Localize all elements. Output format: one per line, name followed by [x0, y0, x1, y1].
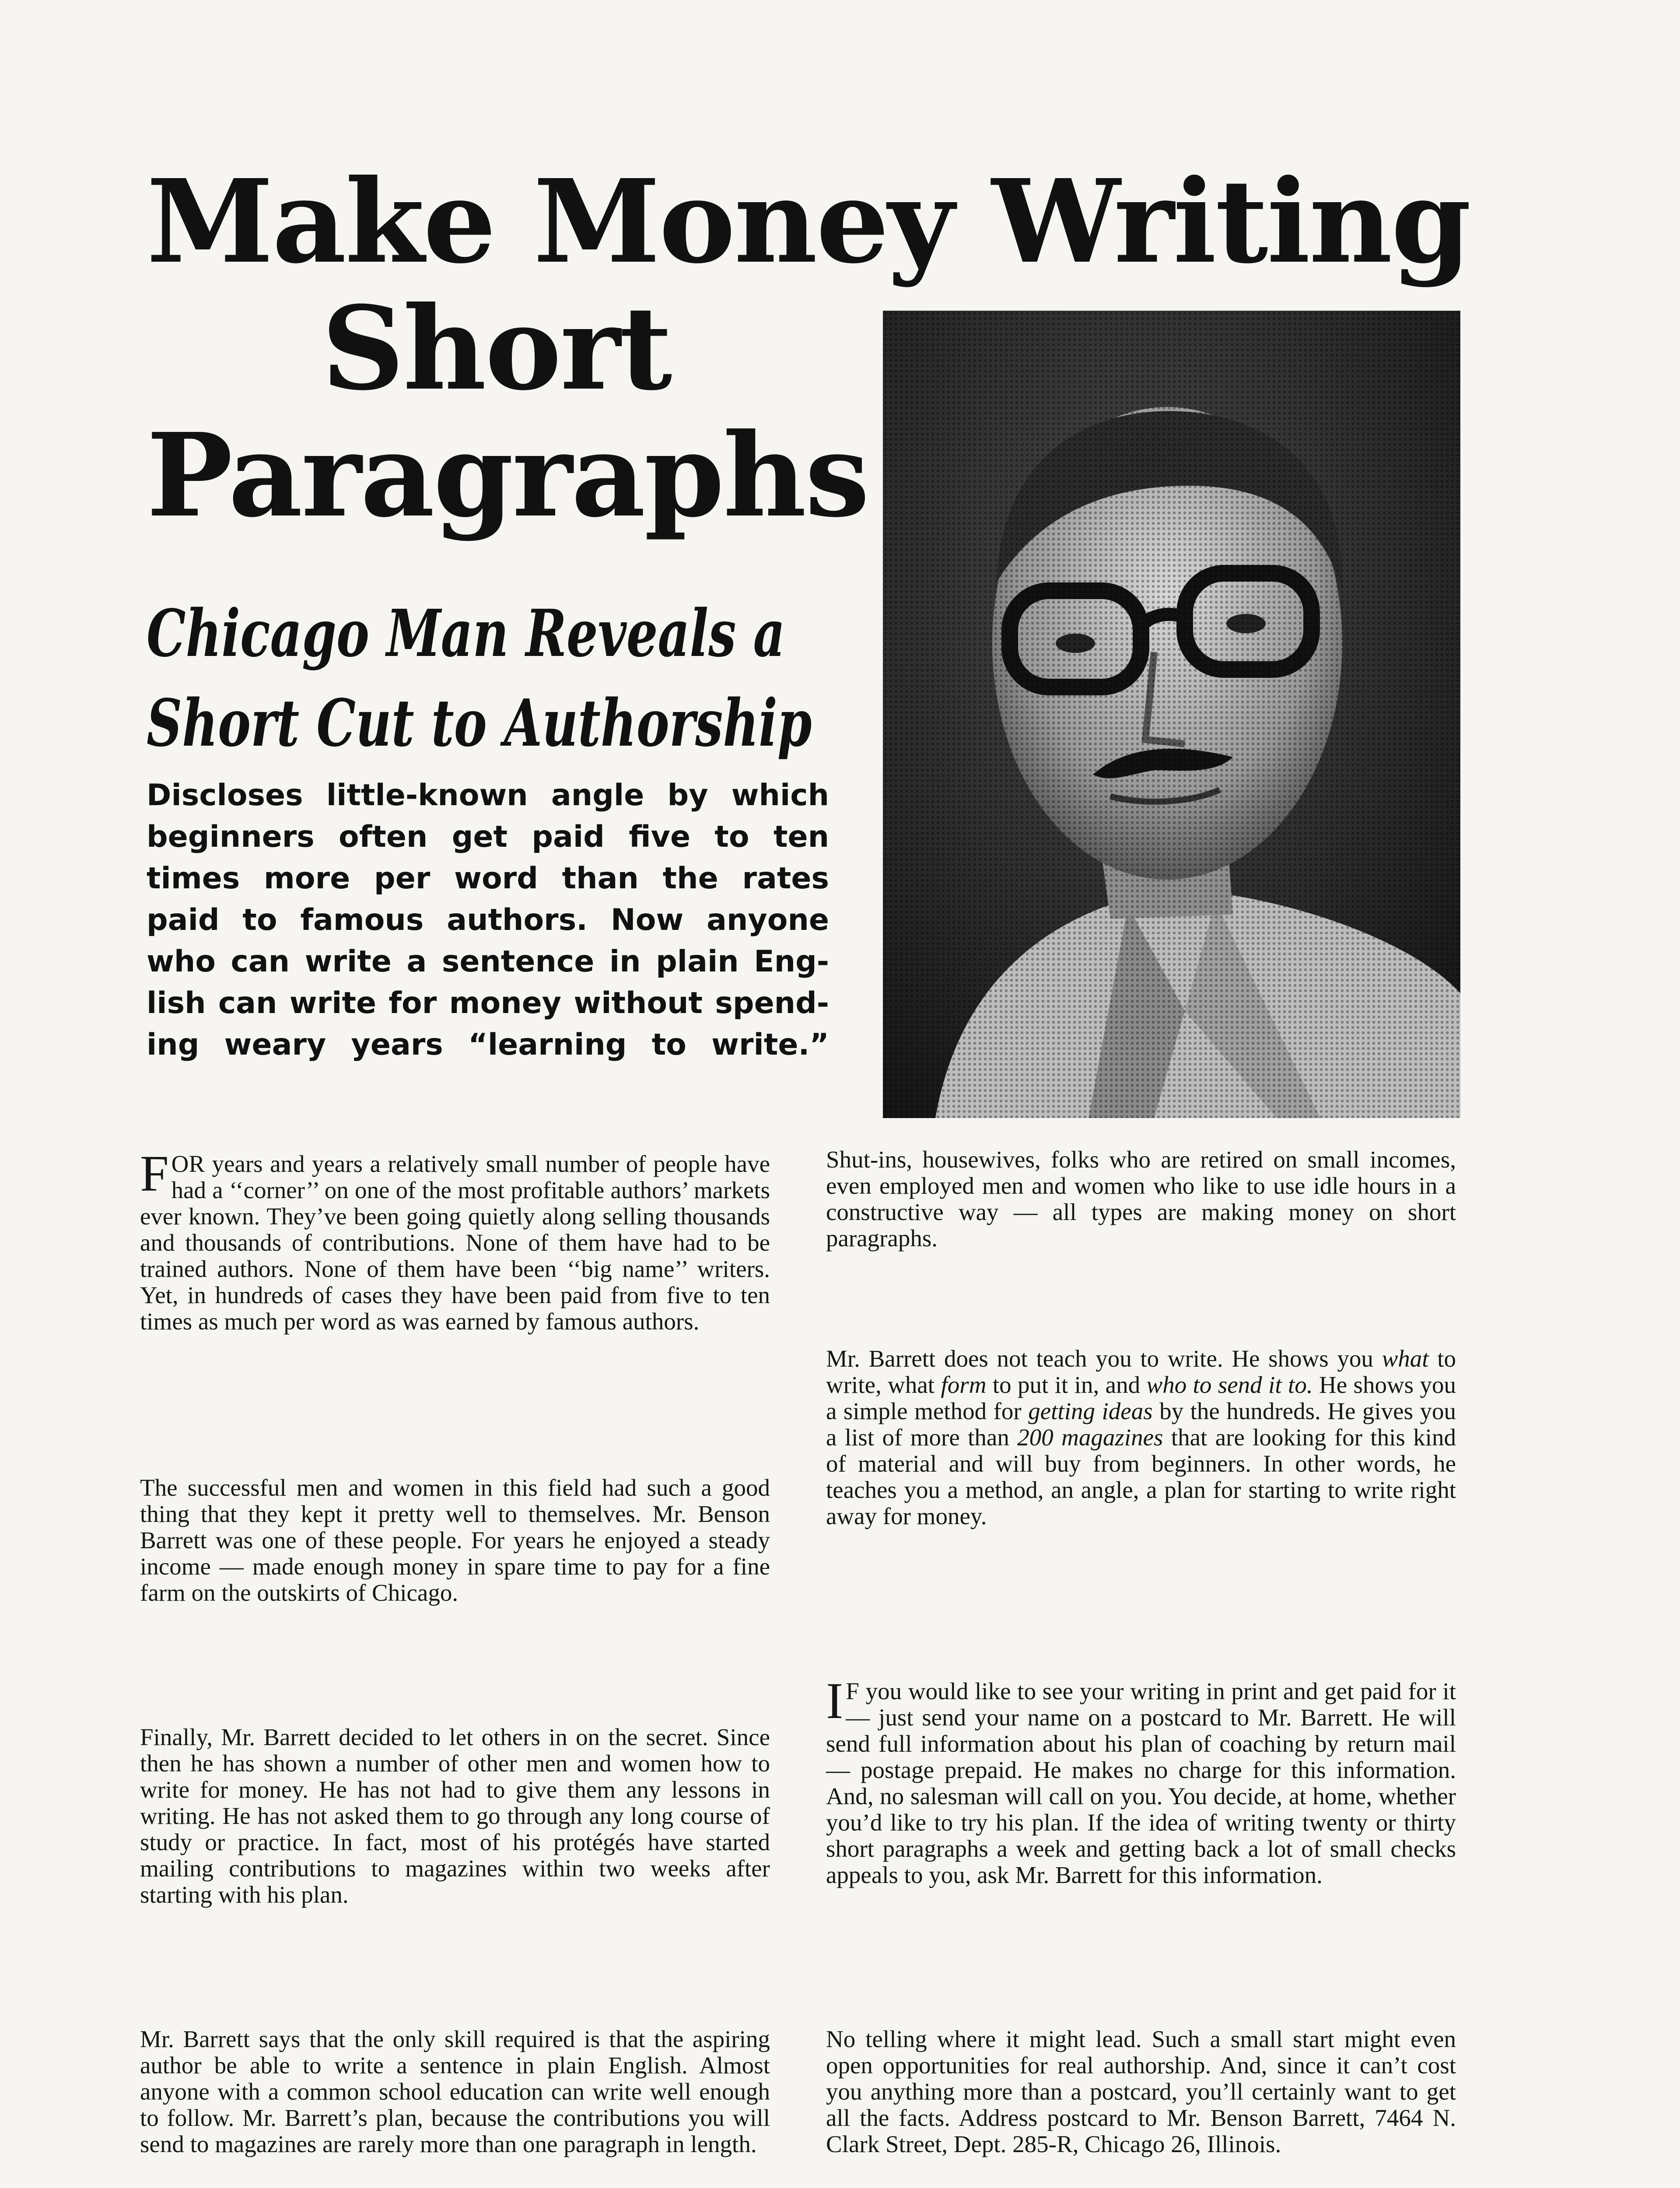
emphasis-text: getting ideas	[1028, 1398, 1153, 1424]
deck-line: paid to famous authors. Now anyone	[147, 903, 829, 937]
emphasis-text: 200 magazines	[1017, 1424, 1163, 1451]
drop-cap: F	[140, 1145, 169, 1202]
paragraph-text: F you would like to see your writing in print and get paid for it — just send your name on a postcard to Mr. Barrett. He will send full information about his plan of coaching by return mail — postage prepaid. He makes no charge for this information. And, no salesman will call on you. You decide, at home, whether you’d like to try his plan. If the idea of writing twenty or thirty short paragraphs a week and getting back a lot of small checks appeals to you, ask Mr. Barrett for this information.	[826, 1678, 1456, 1888]
paragraph-text: Mr. Barrett does not teach you to write. He shows you	[826, 1345, 1382, 1372]
paragraph-text: to put it in, and	[986, 1371, 1147, 1398]
body-paragraph: Finally, Mr. Barrett decided to let others in on the secret. Since then he has shown a number of other men and women how to write for money. He has not had to give them any lessons in writing. He has not asked them to go through any long course of study or practice. In fact, most of his protégés have started mailing contributions to magazines within two weeks after starting with his plan.	[140, 1724, 770, 1908]
subhead-line-1: Chicago Man Reveals a	[147, 595, 785, 671]
paragraph-text: to write, what	[826, 1345, 1456, 1398]
headline-line-3: Paragraphs	[147, 408, 868, 543]
deck-line: times more per word than the rates	[147, 861, 829, 896]
subhead-line-2: Short Cut to Authorship	[147, 685, 812, 761]
deck-line: Discloses little-known angle by which	[147, 778, 829, 813]
body-paragraph: The successful men and women in this field had such a good thing that they kept it pretty well to themselves. Mr. Benson Barrett was one of these people. For years he enjoyed a steady income — made enough money in spare time to pay for a fine farm on the outskirts of Chicago.	[140, 1474, 770, 1606]
headline-line-2: Short	[322, 281, 671, 416]
paragraph-text: that are looking for this kind of material and will buy from beginners. In other words, he teaches you a method, an angle, a plan for starting to write right away for money.	[826, 1424, 1456, 1529]
emphasis-text: what	[1382, 1345, 1429, 1372]
deck-line: lish can write for money without spend-	[147, 986, 829, 1020]
deck-line: beginners often get paid five to ten	[147, 820, 829, 854]
body-paragraph	[826, 1346, 1456, 1529]
subhead	[147, 589, 812, 768]
headline-line-1: Make Money Writing	[147, 154, 1470, 289]
deck-line: ing weary years “learning to write.”	[147, 1027, 829, 1062]
body-paragraph: Mr. Barrett says that the only skill required is that the aspiring author be able to write a sentence in plain English. Almost anyone with a common school education can write well enough to follow. Mr. Barrett’s plan, because the contributions you will send to magazines are rarely more than one paragraph in length.	[140, 2026, 770, 2157]
emphasis-text: form	[941, 1371, 987, 1398]
author-portrait-photo	[883, 311, 1460, 1118]
body-paragraph	[826, 1672, 1456, 1888]
deck-text	[147, 775, 829, 1066]
paragraph-text: He shows you a simple method for	[826, 1371, 1456, 1424]
body-paragraph	[140, 1145, 770, 1335]
emphasis-text: who to send it to.	[1146, 1371, 1313, 1398]
deck-line: who can write a sentence in plain Eng-	[147, 944, 829, 979]
paragraph-text: by the hundreds. He gives you a list of more than	[826, 1398, 1456, 1451]
paragraph-text: OR years and years a relatively small number of people have had a ‘‘corner’’ on one of the most profitable authors’ markets ever known. They’ve been going quietly along selling thousands and thousands of contributions. None of them have had to be trained authors. None of them have been ‘‘big name’’ writers. Yet, in hundreds of cases they have been paid from five to ten times as much per word as was earned by famous authors.	[140, 1150, 770, 1335]
body-paragraph: Shut-ins, housewives, folks who are retired on small incomes, even employed men and women who like to use idle hours in a constructive way — all types are making money on short paragraphs.	[826, 1146, 1456, 1252]
body-paragraph: No telling where it might lead. Such a small start might even open opportunities for real authorship. And, since it can’t cost you anything more than a postcard, you’ll certainly want to get all the facts. Address postcard to Mr. Benson Barrett, 7464 N. Clark Street, Dept. 285-R, Chicago 26, Illinois.	[826, 2026, 1456, 2157]
drop-cap: I	[826, 1672, 844, 1729]
